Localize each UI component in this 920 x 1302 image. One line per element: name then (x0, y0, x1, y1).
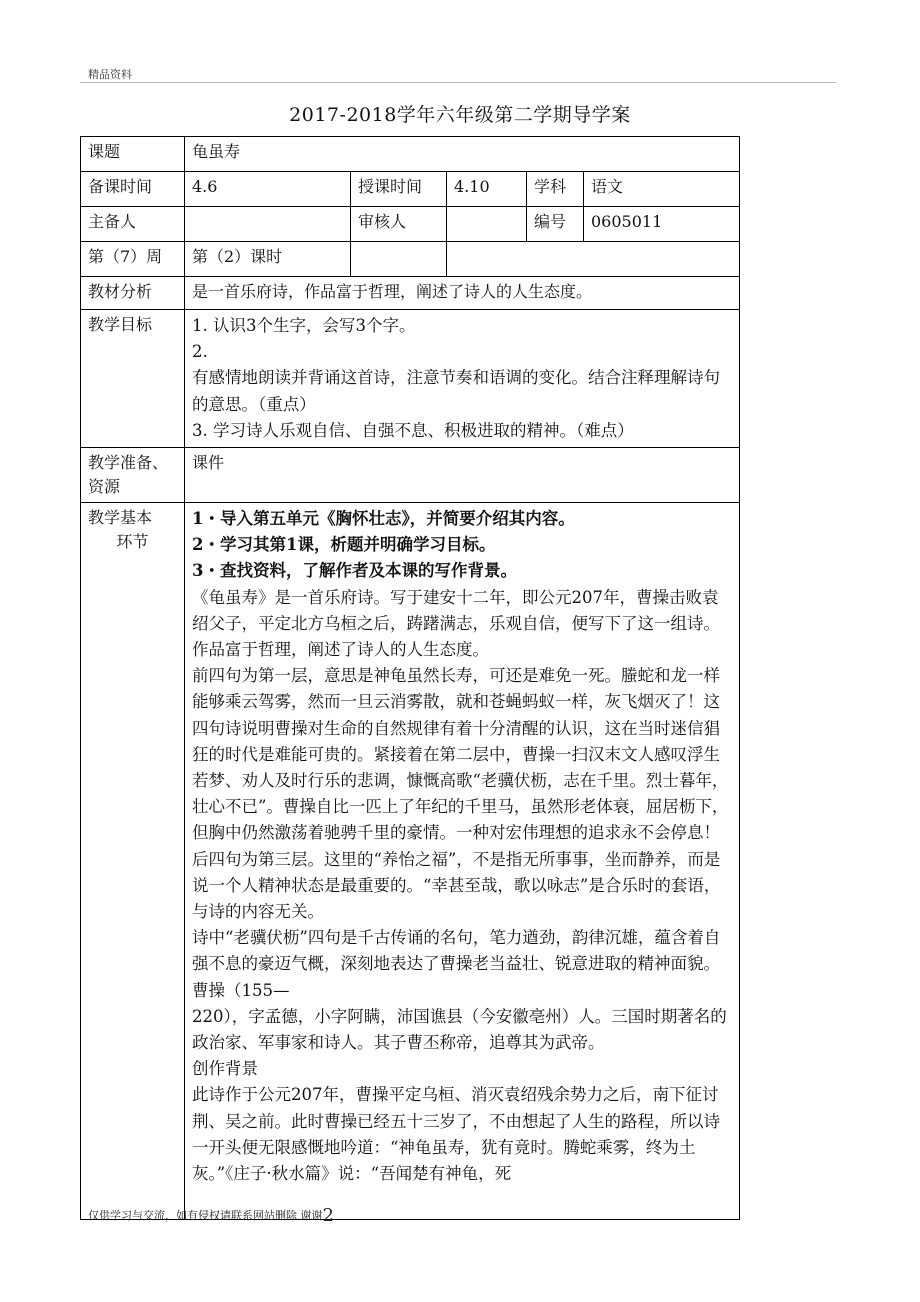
analysis-label: 教材分析 (81, 277, 185, 310)
footer-text: 仅供学习与交流，如有侵权请联系网站删除 谢谢 (88, 1209, 323, 1222)
table-row (81, 242, 740, 277)
body-paragraph: 220），字孟德，小字阿瞒，沛国谯县（今安徽亳州）人。三国时期著名的政治家、军事家和诗人。其子曹丕称帝，追尊其为武帝。 (192, 1006, 727, 1053)
empty-cell (351, 242, 447, 277)
main-prep-value (185, 207, 351, 242)
body-paragraph: 诗中“老骥伏枥”四句是千古传诵的名句，笔力遒劲，韵律沉雄，蕴含着自强不息的豪迈气概，深刻地表达了曹操老当益壮、锐意进取的精神面貌。 (192, 928, 721, 974)
teach-time-label: 授课时间 (351, 172, 447, 207)
document-title: 2017-2018学年六年级第二学期导学案 (289, 104, 631, 126)
number-label: 编号 (527, 207, 584, 242)
topic-value: 龟虽寿 (185, 137, 740, 172)
header-tag: 精品资料 (88, 68, 132, 81)
body-paragraph: 创作背景 (192, 1059, 258, 1079)
step-item: 2・学习其第1课，析题并明确学习目标。 (192, 535, 496, 555)
steps-label (81, 503, 185, 1220)
steps-content (185, 503, 740, 1220)
empty-cell (447, 242, 740, 277)
subject-label: 学科 (527, 172, 584, 207)
footer-note (88, 1205, 334, 1226)
table-row (81, 172, 740, 207)
page-number: 2 (322, 1205, 334, 1226)
goals-list (185, 310, 740, 448)
body-paragraph: 曹操（155— (192, 980, 290, 1000)
subject-value: 语文 (584, 172, 740, 207)
table-row (81, 310, 740, 448)
steps-label-line: 教学基本 (88, 508, 153, 528)
reviewer-value (447, 207, 527, 242)
prep-time-value: 4.6 (185, 172, 351, 207)
goal-item: 2. (192, 342, 208, 362)
table-row (81, 137, 740, 172)
reviewer-label: 审核人 (351, 207, 447, 242)
lesson-plan-table (80, 136, 740, 1220)
number-value: 0605011 (584, 207, 740, 242)
step-item: 3・查找资料，了解作者及本课的写作背景。 (192, 561, 517, 581)
resources-value: 课件 (185, 448, 740, 503)
table-row (81, 277, 740, 310)
body-paragraph: 《龟虽寿》是一首乐府诗。写于建安十二年，即公元207年，曹操击败袁绍父子，平定北方乌桓之后，踌躇满志，乐观自信，便写下了这一组诗。作品富于哲理，阐述了诗人的人生态度。 (192, 587, 720, 660)
body-paragraph: 前四句为第一层，意思是神龟虽然长寿，可还是难免一死。螣蛇和龙一样能够乘云驾雾，然而一旦云消雾散，就和苍蝇蚂蚁一样，灰飞烟灭了！这四句诗说明曹操对生命的自然规律有着十分清醒的认识，这在当时迷信猖狂的时代是难能可贵的。紧接着在第二层中，曹操一扫汉末文人感叹浮生若梦、劝人及时行乐的悲调，慷慨高歌“老骥伏枥，志在千里。烈士暮年，壮心不已”。曹操自比一匹上了年纪的千里马，虽然形老体衰，屈居枥下，但胸中仍然激荡着驰骋千里的豪情。一种对宏伟理想的追求永不会停息！后四句为第三层。这里的“养怡之福”，不是指无所事事，坐而静养，而是说一个人精神状态是最重要的。“幸甚至哉，歌以咏志”是合乐时的套语，与诗的内容无关。 (192, 666, 729, 922)
main-prep-label: 主备人 (81, 207, 185, 242)
teach-time-value: 4.10 (447, 172, 527, 207)
step-item: 1・导入第五单元《胸怀壮志》，并简要介绍其内容。 (192, 509, 575, 529)
topic-label: 课题 (81, 137, 185, 172)
goal-item: 有感情地朗读并背诵这首诗，注意节奏和语调的变化。结合注释理解诗句的意思。（重点） (192, 368, 720, 414)
steps-label-line: 环节 (116, 532, 149, 552)
header-rule (80, 82, 836, 83)
resources-label: 教学准备、资源 (81, 448, 185, 503)
prep-time-label: 备课时间 (81, 172, 185, 207)
table-row (81, 207, 740, 242)
table-row (81, 448, 740, 503)
body-paragraph: 此诗作于公元207年，曹操平定乌桓、消灭袁绍残余势力之后，南下征讨荆、吴之前。此时曹操已经五十三岁了，不由想起了人生的路程，所以诗一开头便无限感慨地吟道：“神龟虽寿，犹有竟时。腾蛇乘雾，终为土灰。”《庄子·秋水篇》说：“吾闻楚有神龟，死 (192, 1085, 720, 1184)
lesson-label: 第（2）课时 (185, 242, 351, 277)
goal-item: 1. 认识3个生字，会写3个字。 (192, 316, 416, 335)
goal-item: 3. 学习诗人乐观自信、自强不息、积极进取的精神。（难点） (192, 420, 634, 440)
analysis-value: 是一首乐府诗，作品富于哲理，阐述了诗人的人生态度。 (185, 277, 740, 310)
week-label: 第（7）周 (81, 242, 185, 277)
goals-label: 教学目标 (81, 310, 185, 448)
table-row (81, 503, 740, 1220)
